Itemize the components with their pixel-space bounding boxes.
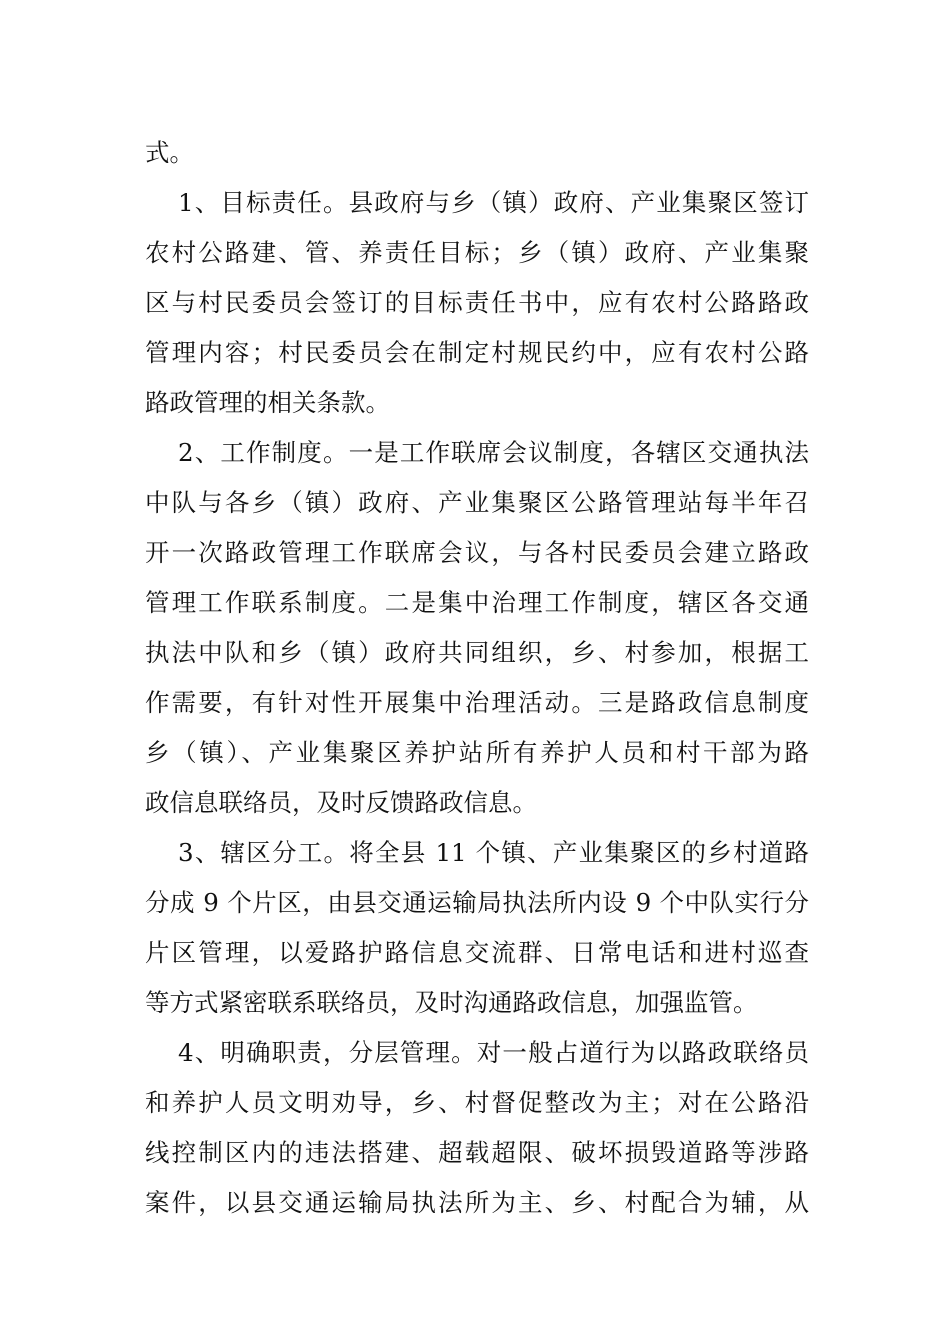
document-body [145, 128, 809, 1228]
text-line: 1、目标责任。县政府与乡（镇）政府、产业集聚区签订 [178, 188, 809, 217]
text-line: 乡（镇）、产业集聚区养护站所有养护人员和村干部为路 [145, 738, 809, 767]
text-line: 3、辖区分工。将全县 11 个镇、产业集聚区的乡村道路 [178, 838, 809, 867]
text-line: 区与村民委员会签订的目标责任书中，应有农村公路路政 [145, 288, 809, 317]
text-line: 政信息联络员，及时反馈路政信息。 [145, 788, 537, 817]
text-line: 片区管理，以爱路护路信息交流群、日常电话和进村巡查 [145, 938, 809, 967]
text-line: 2、工作制度。一是工作联席会议制度，各辖区交通执法 [178, 438, 809, 467]
text-line: 等方式紧密联系联络员，及时沟通路政信息，加强监管。 [145, 988, 758, 1017]
text-line: 中队与各乡（镇）政府、产业集聚区公路管理站每半年召 [145, 488, 809, 517]
text-line: 管理工作联系制度。二是集中治理工作制度，辖区各交通 [145, 588, 809, 617]
text-line: 式。 [145, 138, 194, 167]
text-line: 农村公路建、管、养责任目标；乡（镇）政府、产业集聚 [145, 238, 809, 267]
text-line: 开一次路政管理工作联席会议，与各村民委员会建立路政 [145, 538, 809, 567]
text-line: 和养护人员文明劝导，乡、村督促整改为主；对在公路沿 [145, 1088, 809, 1117]
text-line: 作需要，有针对性开展集中治理活动。三是路政信息制度 [145, 688, 809, 717]
text-line: 案件，以县交通运输局执法所为主、乡、村配合为辅，从 [145, 1188, 809, 1217]
text-line: 分成 9 个片区，由县交通运输局执法所内设 9 个中队实行分 [145, 888, 809, 917]
text-line: 管理内容；村民委员会在制定村规民约中，应有农村公路 [145, 338, 809, 367]
text-line: 线控制区内的违法搭建、超载超限、破坏损毁道路等涉路 [145, 1138, 809, 1167]
text-line: 路政管理的相关条款。 [145, 388, 390, 417]
text-line: 4、明确职责，分层管理。对一般占道行为以路政联络员 [178, 1038, 809, 1067]
text-line: 执法中队和乡（镇）政府共同组织，乡、村参加，根据工 [145, 638, 809, 667]
